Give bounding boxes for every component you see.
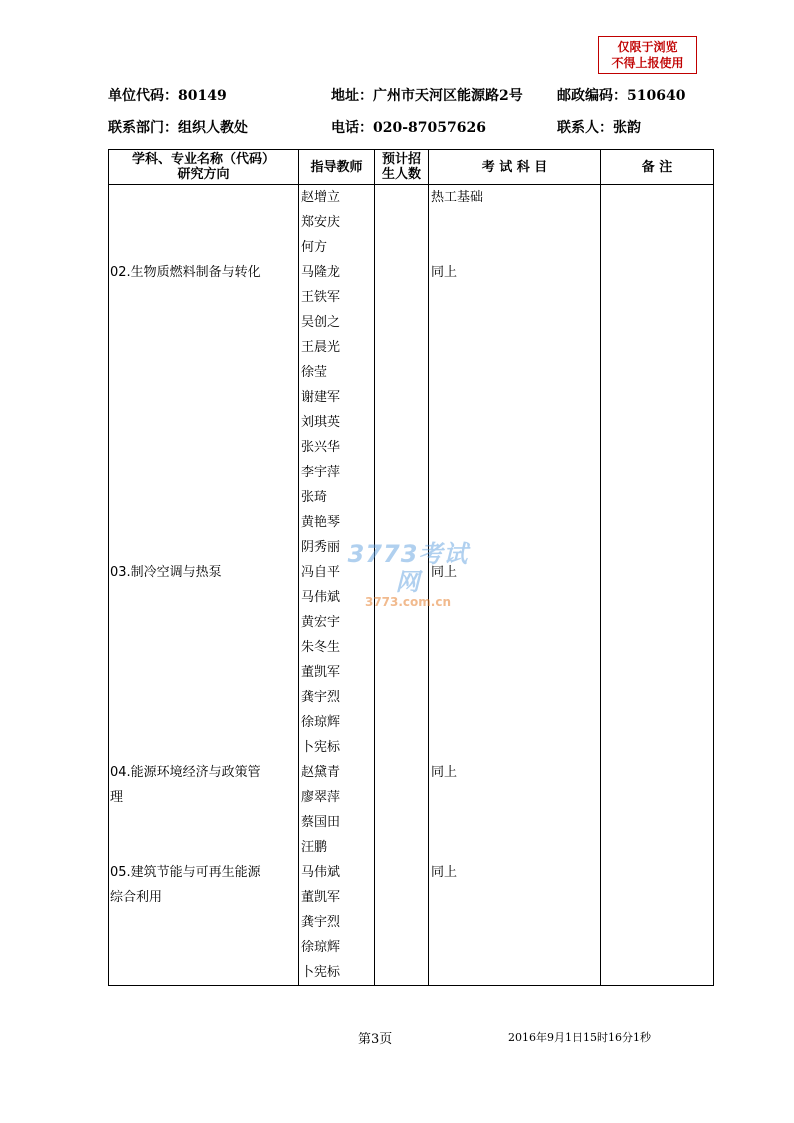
stamp-line-1: 仅限于浏览 [617,40,678,54]
postcode: 邮政编码：510640 [557,88,686,104]
teacher-name: 马伟斌 [301,590,341,605]
table-body-row [109,185,714,986]
exam-subject: 同上 [431,265,458,280]
teacher-name: 卜宪标 [301,740,341,755]
teacher-name: 马伟斌 [301,865,341,880]
teacher-name: 徐莹 [301,365,328,380]
print-timestamp: 2016年9月1日15时16分1秒 [508,1031,651,1044]
enrollment-table [108,149,714,986]
quota-column [375,185,429,986]
teacher-column [299,185,375,986]
exam-subject: 热工基础 [431,190,484,205]
stamp-line-2: 不得上报使用 [611,56,684,70]
header-quota-line-2: 生人数 [381,167,421,182]
teacher-name: 张兴华 [301,440,341,455]
research-direction: 02.生物质燃料制备与转化 [110,265,261,280]
teacher-name: 李宇萍 [301,465,341,480]
header-subjects: 考 试 科 目 [429,150,601,185]
phone: 电话：020-87057626 [331,120,486,136]
header-teacher: 指导教师 [299,150,375,185]
teacher-name: 廖翠萍 [301,790,341,805]
unit-code: 单位代码：80149 [108,88,227,104]
subjects-column [429,185,601,986]
teacher-name: 王晨光 [301,340,341,355]
header-remarks: 备 注 [601,150,714,185]
header-direction [109,150,299,185]
teacher-name: 刘琪英 [301,415,341,430]
teacher-name: 黄艳琴 [301,515,341,530]
research-direction: 理 [110,790,124,805]
teacher-name: 龚宇烈 [301,690,341,705]
teacher-name: 赵增立 [301,190,341,205]
exam-subject: 同上 [431,765,458,780]
teacher-name: 郑安庆 [301,215,341,230]
teacher-name: 朱冬生 [301,640,341,655]
contact-department: 联系部门：组织人教处 [108,120,248,136]
header-quota [375,150,429,185]
table-header-row [109,150,714,185]
teacher-name: 何方 [301,240,328,255]
teacher-name: 董凯军 [301,890,341,905]
teacher-name: 徐琼辉 [301,940,341,955]
header-direction-line-2: 研究方向 [177,167,230,182]
browse-only-stamp [598,36,697,74]
teacher-name: 黄宏宇 [301,615,341,630]
teacher-name: 龚宇烈 [301,915,341,930]
research-direction: 03.制冷空调与热泵 [110,565,222,580]
teacher-name: 吴创之 [301,315,341,330]
teacher-name: 汪鹏 [301,840,328,855]
teacher-name: 阴秀丽 [301,540,341,555]
teacher-name: 卜宪标 [301,965,341,980]
teacher-name: 董凯军 [301,665,341,680]
address: 地址：广州市天河区能源路2号 [331,88,523,104]
teacher-name: 冯自平 [301,565,341,580]
teacher-name: 张琦 [301,490,328,505]
research-direction: 05.建筑节能与可再生能源 [110,865,261,880]
teacher-name: 谢建军 [301,390,341,405]
direction-column [109,185,299,986]
teacher-name: 蔡国田 [301,815,341,830]
watermark-sub: 3773.com.cn [364,595,452,609]
page-number: 第3页 [358,1032,393,1047]
watermark-main: 3773考试网 [347,540,469,596]
teacher-name: 赵黛青 [301,765,341,780]
header-quota-line-1: 预计招 [381,152,421,167]
teacher-name: 王铁军 [301,290,341,305]
header-direction-line-1: 学科、专业名称（代码） [131,152,275,167]
teacher-name: 马隆龙 [301,265,341,280]
exam-subject: 同上 [431,565,458,580]
contact-person: 联系人：张韵 [557,120,641,136]
research-direction: 综合利用 [110,890,163,905]
exam-subject: 同上 [431,865,458,880]
teacher-name: 徐琼辉 [301,715,341,730]
remarks-column [601,185,714,986]
research-direction: 04.能源环境经济与政策管 [110,765,261,780]
